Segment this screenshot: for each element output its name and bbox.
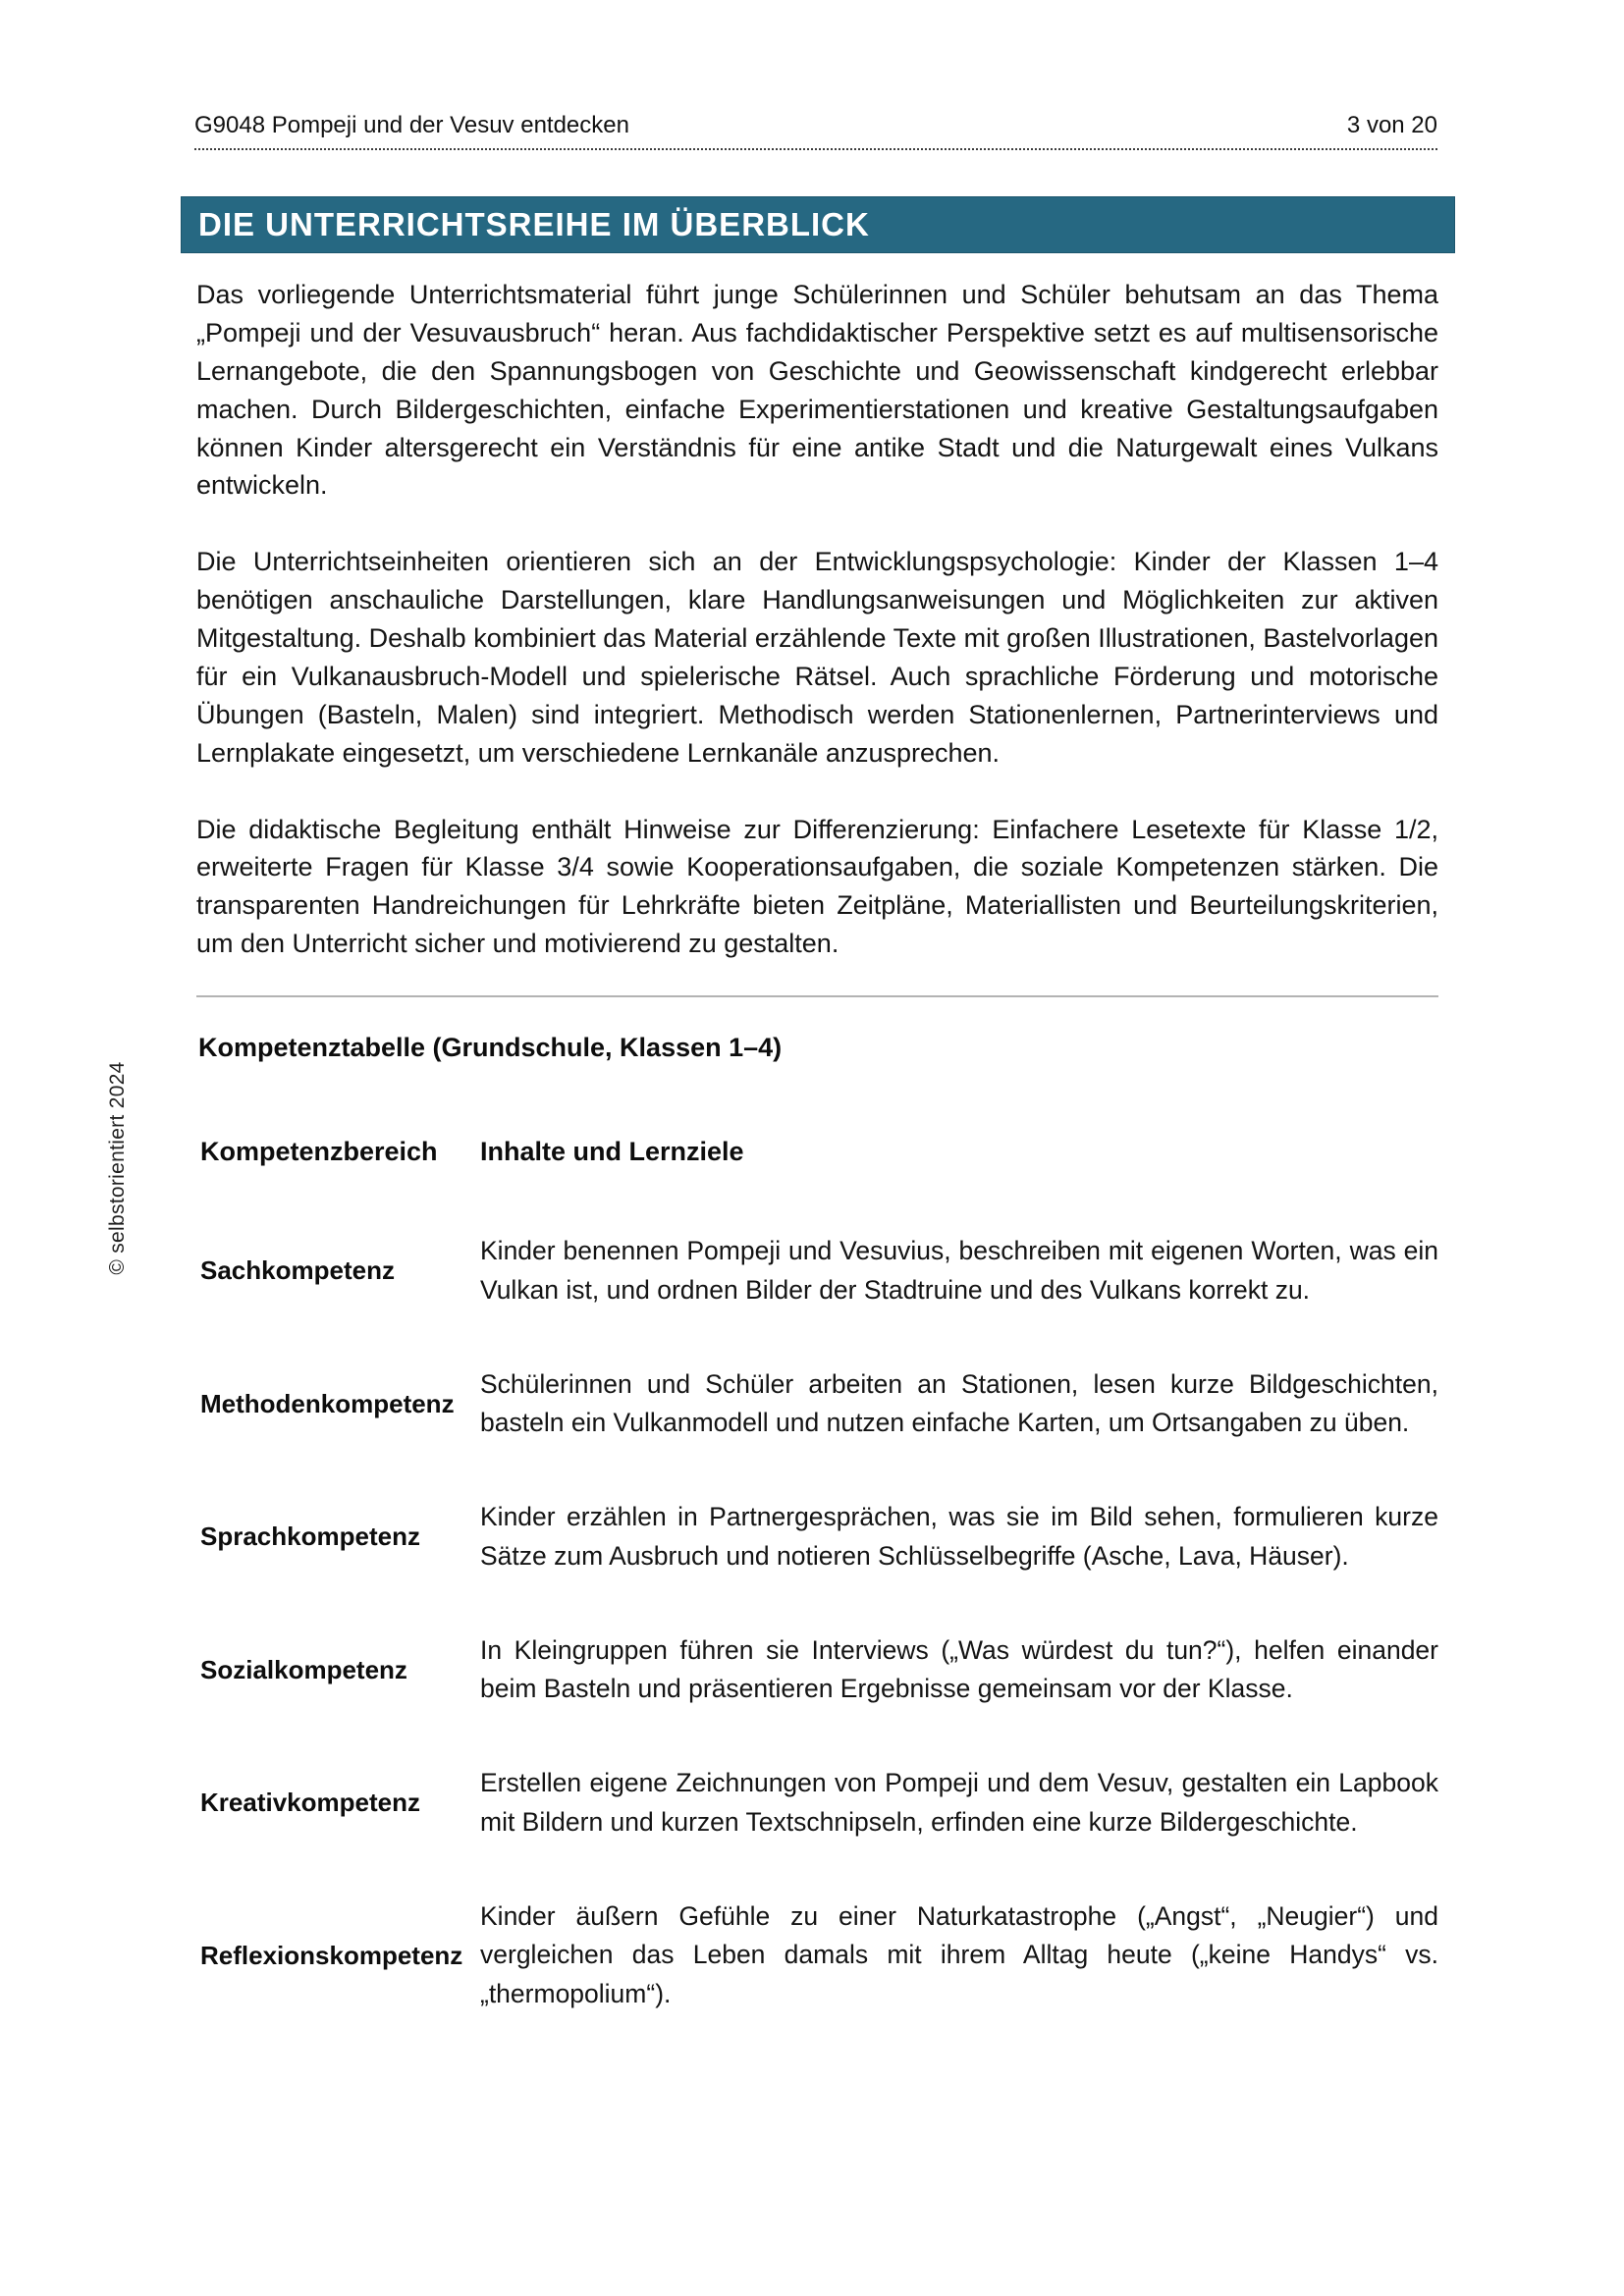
row-label: Sachkompetenz: [200, 1255, 395, 1286]
row-label: Sozialkompetenz: [200, 1654, 407, 1684]
table-row-kreativkompetenz: [200, 1764, 1438, 1842]
row-content: Kinder benennen Pompeji und Vesuvius, beschreiben mit eigenen Worten, was ein Vulkan ist, und ordnen Bilder der Stadtruine und des Vulkans korrekt zu.: [480, 1236, 1438, 1305]
column-header-kompetenzbereich: Kompetenzbereich: [200, 1137, 438, 1166]
table-row-sachkompetenz: [200, 1232, 1438, 1310]
row-content: Schülerinnen und Schüler arbeiten an Stationen, lesen kurze Bildgeschichten, basteln ein Vulkanmodell und nutzen einfache Karten, um Ortsangaben zu üben.: [480, 1368, 1438, 1438]
row-label: Reflexionskompetenz: [200, 1940, 463, 1970]
column-header-inhalte: Inhalte und Lernziele: [480, 1137, 744, 1166]
intro-paragraph-1: Das vorliegende Unterrichtsmaterial führt junge Schülerinnen und Schüler behutsam an das Thema „Pompeji und der Vesuvausbruch“ heran. Aus fachdidaktischer Perspektive setzt es auf multisensorische Lernangebote, die den Spannungsbogen von Geschichte und Geowissenschaft kindgerecht erlebbar machen. Durch Bildergeschichten, einfache Experimentierstationen und kreative Gestaltungsaufgaben können Kinder altersgerecht ein Verständnis für eine antike Stadt und die Naturgewalt eines Vulkans entwickeln.: [196, 280, 1438, 501]
copyright-sidebar-text: © selbstorientiert 2024: [106, 1061, 129, 1275]
table-row-reflexionskompetenz: [200, 1897, 1438, 2014]
header-page-number: 3 von 20: [1346, 112, 1437, 138]
page-header: [194, 112, 1437, 150]
section-banner: [181, 196, 1455, 253]
section-banner-title: DIE UNTERRICHTSREIHE IM ÜBERBLICK: [198, 206, 870, 242]
competence-table: [200, 1137, 1438, 2069]
competence-table-header-row: [200, 1137, 1438, 1167]
row-content: Kinder erzählen in Partnergesprächen, was sie im Bild sehen, formulieren kurze Sätze zum Ausbruch und notieren Schlüsselbegriffe (Asche, Lava, Häuser).: [480, 1502, 1438, 1571]
intro-text-block: [196, 276, 1438, 1001]
row-label: Kreativkompetenz: [200, 1788, 420, 1818]
section-divider: [196, 995, 1438, 997]
table-row-sprachkompetenz: [200, 1498, 1438, 1576]
intro-paragraph-3: Die didaktische Begleitung enthält Hinweise zur Differenzierung: Einfachere Lesetexte für Klasse 1/2, erweiterte Fragen für Klasse 3/4 sowie Kooperationsaufgaben, die soziale Kompetenzen stärken. Die transparenten Handreichungen für Lehrkräfte bieten Zeitpläne, Materiallisten und Beurteilungskriterien, um den Unterricht sicher und motivierend zu gestalten.: [196, 814, 1438, 959]
row-label: Methodenkompetenz: [200, 1388, 455, 1418]
row-content: In Kleingruppen führen sie Interviews („Was würdest du tun?“), helfen einander beim Basteln und präsentieren Ergebnisse gemeinsam vor der Klasse.: [480, 1634, 1438, 1704]
row-label: Sprachkompetenz: [200, 1522, 420, 1552]
table-row-methodenkompetenz: [200, 1365, 1438, 1444]
row-content: Kinder äußern Gefühle zu einer Naturkatastrophe („Angst“, „Neugier“) und vergleichen das Leben damals mit ihrem Alltag heute („keine Handys“ vs. „thermopolium“).: [480, 1900, 1438, 2008]
row-content: Erstellen eigene Zeichnungen von Pompeji und dem Vesuv, gestalten ein Lapbook mit Bildern und kurzen Textschnipseln, erfinden eine kurze Bildergeschichte.: [480, 1768, 1438, 1837]
competence-table-heading: Kompetenztabelle (Grundschule, Klassen 1–4): [198, 1033, 783, 1062]
table-row-sozialkompetenz: [200, 1631, 1438, 1710]
intro-paragraph-2: Die Unterrichtseinheiten orientieren sich an der Entwicklungspsychologie: Kinder der Klassen 1–4 benötigen anschauliche Darstellungen, klare Handlungsanweisungen und Möglichkeiten zur aktiven Mitgestaltung. Deshalb kombiniert das Material erzählende Texte mit großen Illustrationen, Bastelvorlagen für ein Vulkanausbruch-Modell und spielerische Rätsel. Auch sprachliche Förderung und motorische Übungen (Basteln, Malen) sind integriert. Methodisch werden Stationenlernen, Partnerinterviews und Lernplakate eingesetzt, um verschiedene Lernkanäle anzusprechen.: [196, 547, 1438, 768]
header-document-code: G9048 Pompeji und der Vesuv entdecken: [194, 112, 629, 138]
